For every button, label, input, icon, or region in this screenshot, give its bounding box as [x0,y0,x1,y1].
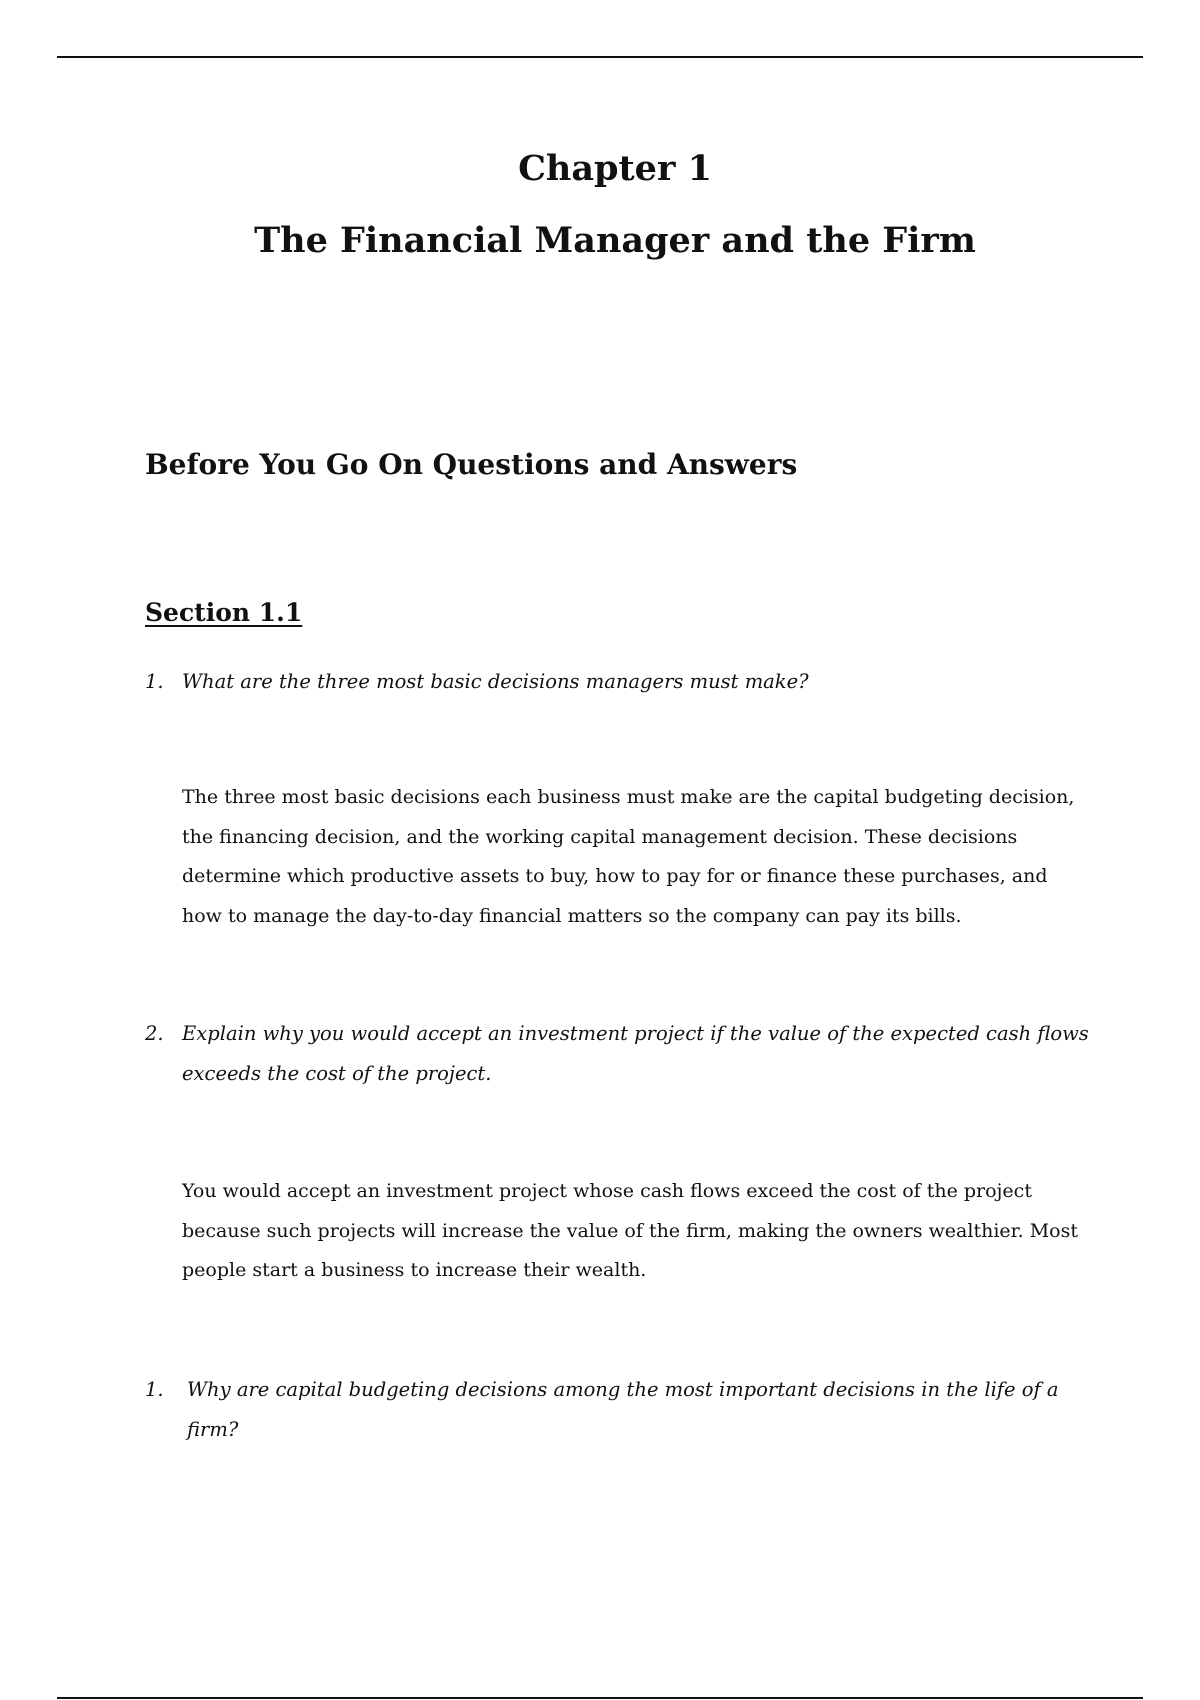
answer-text: You would accept an investment project whose cash flows exceed the cost of the project because such projects will increase the value of the firm, making the owners wealthier. Most people start a business to increase their wealth. [182,1180,1078,1281]
question-number: 1. [145,670,164,693]
question-text: Explain why you would accept an investment project if the value of the expected cash flows exceeds the cost of the project. [182,1022,1089,1085]
section-label: Section 1.1 [145,598,303,627]
chapter-subtitle: The Financial Manager and the Firm [254,220,976,261]
question-item [145,662,1095,702]
question-text: What are the three most basic decisions managers must make? [182,670,809,693]
question-item [145,1014,1095,1094]
bottom-rule [57,1697,1143,1699]
question-item [145,1370,1095,1450]
top-rule [57,56,1143,58]
question-text: Why are capital budgeting decisions among the most important decisions in the life of a firm? [187,1378,1059,1441]
chapter-title: Chapter 1 [518,148,712,189]
answer-text: The three most basic decisions each business must make are the capital budgeting decision, the financing decision, and the working capital management decision. These decisions determine which productive assets to buy, how to pay for or finance these purchases, and how to manage the day-to-day financial matters so the company can pay its bills. [182,786,1075,927]
section-heading: Before You Go On Questions and Answers [145,448,798,481]
question-number: 2. [145,1022,164,1045]
question-number: 1. [145,1378,164,1401]
